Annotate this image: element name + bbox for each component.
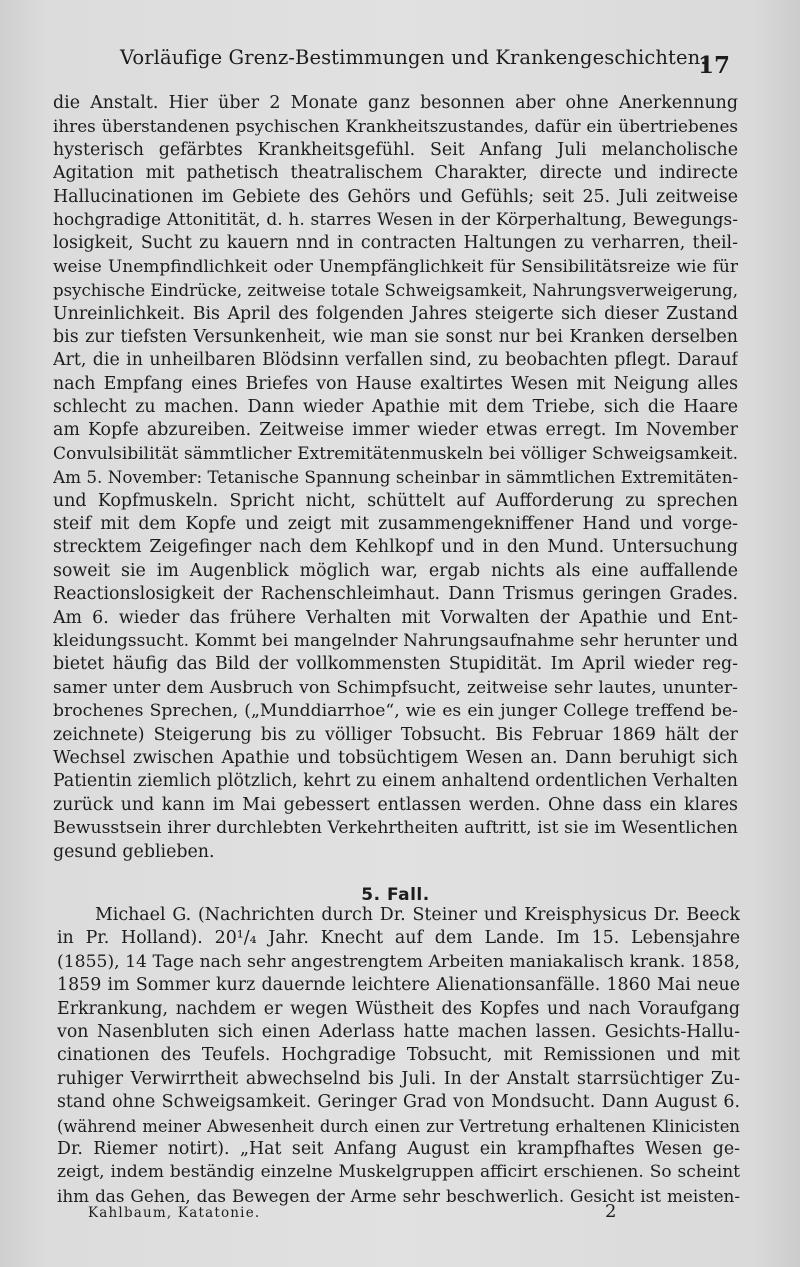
text-line: 1859 im Sommer kurz dauernde leichtere Alienationsanfälle. 1860 Mai neue: [57, 975, 740, 996]
text-line: Am 5. November: Tetanische Spannung scheinbar in sämmtlichen Extremitäten-: [53, 467, 738, 488]
text-line: strecktem Zeigefinger nach dem Kehlkopf und in den Mund. Untersuchung: [53, 537, 738, 558]
book-imprint: Kahlbaum, Katatonie.: [88, 1205, 261, 1221]
paragraph-case-5: [57, 904, 740, 1208]
text-line: die Anstalt. Hier über 2 Monate ganz besonnen aber ohne Anerkennung: [53, 93, 738, 113]
text-line: (während meiner Abwesenheit durch einen zur Vertretung erhaltenen Klinicisten: [57, 1116, 740, 1136]
text-line: weise Unempfindlichkeit oder Unempfänglichkeit für Sensibilitätsreize wie für: [53, 256, 738, 277]
text-line: steif mit dem Kopfe und zeigt mit zusammengekniffener Hand und vorge-: [53, 514, 738, 535]
text-line: nach Empfang eines Briefes von Hause exaltirtes Wesen mit Neigung alles: [53, 373, 738, 394]
page-number: 17: [698, 52, 731, 79]
text-line: hochgradige Attonitität, d. h. starres Wesen in der Körperhaltung, Bewegungs-: [53, 209, 738, 230]
section-heading: 5. Fall.: [361, 884, 430, 905]
text-line: ihm das Gehen, das Bewegen der Arme sehr beschwerlich. Gesicht ist meisten-: [57, 1185, 740, 1206]
text-line: Patientin ziemlich plötzlich, kehrt zu einem anhaltend ordentlichen Verhalten: [53, 771, 738, 792]
text-line: zeichnete) Steigerung bis zu völliger Tobsucht. Bis Februar 1869 hält der: [53, 724, 738, 745]
text-line: cinationen des Teufels. Hochgradige Tobsucht, mit Remissionen und mit: [57, 1045, 740, 1066]
text-line: Convulsibilität sämmtlicher Extremitätenmuskeln bei völliger Schweigsamkeit.: [53, 443, 738, 464]
text-line: ruhiger Verwirrtheit abwechselnd bis Juli. In der Anstalt starrsüchtiger Zu-: [57, 1068, 740, 1089]
text-line: psychische Eindrücke, zeitweise totale Schweigsamkeit, Nahrungsverweigerung,: [53, 281, 738, 301]
signature-mark: 2: [605, 1201, 617, 1222]
text-line: Am 6. wieder das frühere Verhalten mit Vorwalten der Apathie und Ent-: [53, 607, 738, 628]
text-line: Wechsel zwischen Apathie und tobsüchtigem Wesen an. Dann beruhigt sich: [53, 747, 738, 768]
text-line: in Pr. Holland). 20¹/₄ Jahr. Knecht auf dem Lande. Im 15. Lebensjahre: [57, 928, 740, 949]
text-line: Erkrankung, nachdem er wegen Wüstheit des Kopfes und nach Voraufgang: [57, 998, 740, 1019]
text-line: von Nasenbluten sich einen Aderlass hatte machen lassen. Gesichts-Hallu-: [57, 1021, 740, 1042]
text-line: Unreinlichkeit. Bis April des folgenden Jahres steigerte sich dieser Zustand: [53, 303, 738, 324]
text-line: samer unter dem Ausbruch von Schimpfsucht, zeitweise sehr lautes, ununter-: [53, 677, 738, 698]
text-line: Art, die in unheilbaren Blödsinn verfallen sind, zu beobachten pflegt. Darauf: [53, 350, 738, 371]
text-line: am Kopfe abzureiben. Zeitweise immer wieder etwas erregt. Im November: [53, 420, 738, 441]
text-line: zeigt, indem beständig einzelne Muskelgruppen afficirt erschienen. So scheint: [57, 1162, 740, 1183]
paragraph-case-4-continued: [53, 92, 738, 916]
text-line: hysterisch gefärbtes Krankheitsgefühl. Seit Anfang Juli melancholische: [53, 139, 738, 160]
text-line: bietet häufig das Bild der vollkommensten Stupidität. Im April wieder reg-: [53, 654, 738, 675]
text-line: (1855), 14 Tage nach sehr angestrengtem Arbeiten maniakalisch krank. 1858,: [57, 951, 740, 972]
text-line: zurück und kann im Mai gebessert entlassen werden. Ohne dass ein klares: [53, 794, 738, 815]
text-line: gesund geblieben.: [53, 841, 215, 862]
text-line: ihres überstandenen psychischen Krankheitszustandes, dafür ein übertriebenes: [53, 116, 738, 137]
text-line: losigkeit, Sucht zu kauern nnd in contracten Haltungen zu verharren, theil-: [53, 233, 738, 254]
text-line: Michael G. (Nachrichten durch Dr. Steiner und Kreisphysicus Dr. Beeck: [95, 905, 740, 925]
text-line: stand ohne Schweigsamkeit. Geringer Grad von Mondsucht. Dann August 6.: [57, 1092, 740, 1113]
running-title: Vorläufige Grenz-Bestimmungen und Krankengeschichten.: [120, 46, 707, 69]
text-line: Hallucinationen im Gebiete des Gehörs und Gefühls; seit 25. Juli zeitweise: [53, 186, 738, 207]
page-footer: [88, 1201, 628, 1222]
text-line: brochenes Sprechen, („Munddiarrhoe“, wie es ein junger College treffend be-: [53, 701, 738, 722]
text-line: bis zur tiefsten Versunkenheit, wie man sie sonst nur bei Kranken derselben: [53, 326, 738, 347]
text-line: soweit sie im Augenblick möglich war, ergab nichts als eine auffallende: [53, 560, 738, 581]
text-line: Bewusstsein ihrer durchlebten Verkehrtheiten auftritt, ist sie im Wesentlichen: [53, 818, 738, 839]
text-line: Agitation mit pathetisch theatralischem Charakter, directe und indirecte: [53, 163, 738, 184]
text-line: schlecht zu machen. Dann wieder Apathie mit dem Triebe, sich die Haare: [53, 397, 738, 418]
text-line: Reactionslosigkeit der Rachenschleimhaut. Dann Trismus geringen Grades.: [53, 584, 738, 605]
text-line: Dr. Riemer notirt). „Hat seit Anfang August ein krampfhaftes Wesen ge-: [57, 1138, 740, 1159]
text-line: kleidungssucht. Kommt bei mangelnder Nahrungsaufnahme sehr herunter und: [53, 630, 738, 651]
text-line: und Kopfmuskeln. Spricht nicht, schüttelt auf Aufforderung zu sprechen: [53, 490, 738, 511]
